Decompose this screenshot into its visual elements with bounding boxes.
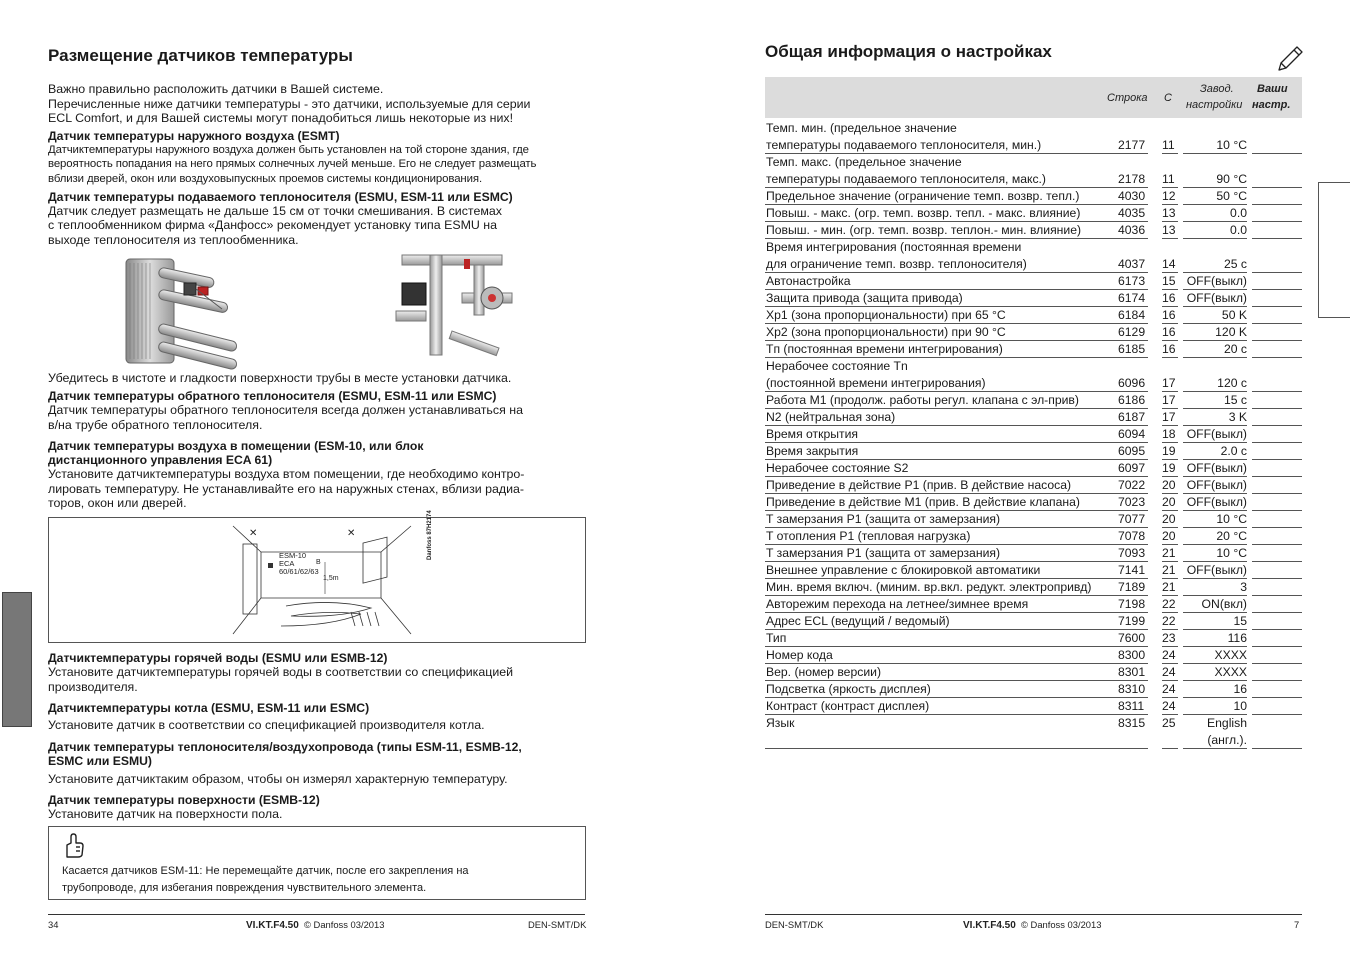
row-label: T отопления P1 (тепловая нагрузка) [766, 529, 971, 543]
footer-doc-right [963, 919, 1101, 931]
left-page [48, 46, 586, 900]
row-factory-value: ON(вкл) [1201, 597, 1247, 611]
text-line: лировать температуру. Не устанавливайте его на наружных стенах, вблизи радиа- [48, 481, 525, 496]
row-label: Время открытия [766, 427, 859, 441]
row-label: Контраст (контраст дисплея) [766, 699, 930, 713]
text-line: в/на трубе обратного теплоносителя. [48, 417, 263, 432]
text-line: производителя. [48, 679, 138, 694]
section-tab-right [1318, 182, 1350, 318]
right-page [765, 42, 1302, 62]
table-row [765, 715, 1302, 732]
table-row [765, 528, 1302, 545]
row-label: Повыш. - макс. (огр. темп. возвр. тепл. - макс. влияние) [766, 206, 1081, 220]
row-code: 4037 [1118, 257, 1146, 271]
row-factory-value: 10 °C [1216, 138, 1247, 152]
row-factory-value: 15 с [1223, 393, 1247, 407]
row-code: 6174 [1118, 291, 1146, 305]
row-factory-value: 50 °C [1216, 189, 1247, 203]
row-c: 21 [1162, 546, 1176, 560]
footer-doc-code: VI.KT.F4.50 [963, 920, 1016, 931]
row-label: Tп (постоянная времени интегрирования) [766, 342, 1003, 356]
header-factory-2: настройки [1186, 99, 1243, 111]
row-c: 16 [1162, 308, 1176, 322]
row-factory-value: English [1207, 716, 1247, 730]
table-row [765, 392, 1302, 409]
height-label: 1,5m [323, 574, 339, 582]
footer-doc-code: VI.KT.F4.50 [246, 920, 299, 931]
footer-rule-left [48, 914, 585, 915]
row-code: 6184 [1118, 308, 1146, 322]
table-row [765, 205, 1302, 222]
row-code: 8300 [1118, 648, 1146, 662]
row-underline [1183, 748, 1247, 749]
heading-boiler: Датчиктемпературы котла (ESMU, ESM-11 или ESMC) [48, 701, 370, 716]
note-text [62, 863, 469, 897]
row-c: 21 [1162, 563, 1176, 577]
heading-esmt: Датчик температуры наружного воздуха (ESMT) [48, 128, 340, 143]
table-row [765, 256, 1302, 273]
row-factory-value: XXXX [1214, 648, 1247, 662]
table-row [765, 154, 1302, 171]
table-row [765, 562, 1302, 579]
table-row [765, 698, 1302, 715]
row-c: 24 [1162, 648, 1176, 662]
row-code: 6187 [1118, 410, 1146, 424]
text-line: Датчиктемпературы наружного воздуха должен быть установлен на той стороне здания, где [48, 143, 529, 156]
row-label: Адрес ECL (ведущий / ведомый) [766, 614, 950, 628]
text-line: Датчик следует размещать не дальше 15 см от точки смешивания. В системах [48, 203, 502, 218]
table-row [765, 630, 1302, 647]
row-c: 14 [1162, 257, 1176, 271]
table-row [765, 613, 1302, 630]
heading-supply: Датчик температуры подаваемого теплоносителя (ESMU, ESM-11 или ESMC) [48, 189, 513, 204]
table-row [765, 358, 1302, 375]
pointing-hand-icon [63, 833, 85, 859]
settings-table-header [765, 77, 1302, 118]
row-label: Подсветка (яркость дисплея) [766, 682, 931, 696]
row-c: 24 [1162, 665, 1176, 679]
row-code: 4035 [1118, 206, 1146, 220]
row-label: Приведение в действие M1 (прив. В действие клапана) [766, 495, 1080, 509]
header-yours-1: Ваши [1257, 83, 1288, 95]
row-c: 13 [1162, 206, 1176, 220]
page-title-right: Общая информация о настройках [765, 42, 1052, 61]
clean-note: Убедитесь в чистоте и гладкости поверхности трубы в месте установки датчика. [48, 371, 512, 386]
text-line: выходе теплоносителя из теплообменника. [48, 232, 299, 247]
row-factory-value: OFF(выкл) [1186, 291, 1247, 305]
row-factory-value: OFF(выкл) [1186, 563, 1247, 577]
table-row [765, 596, 1302, 613]
row-label: для ограничение темп. возвр. теплоносителя) [766, 257, 1027, 271]
row-c: 13 [1162, 223, 1176, 237]
row-label: Вер. (номер версии) [766, 665, 882, 679]
row-label: T замерзания P1 (защита от замерзания) [766, 512, 1001, 526]
row-c: 16 [1162, 291, 1176, 305]
intro-line: Перечисленные ниже датчики температуры - это датчики, используемые для серии [48, 96, 531, 111]
row-label: температуры подаваемого теплоносителя, мин.) [766, 138, 1042, 152]
heading-surface: Датчик температуры поверхности (ESMB-12) [48, 793, 320, 808]
text-line: Датчик температуры обратного теплоносителя всегда должен устанавливаться на [48, 402, 523, 417]
row-code: 6097 [1118, 461, 1146, 475]
row-c: 18 [1162, 427, 1176, 441]
row-code: 7093 [1118, 546, 1146, 560]
row-label: температуры подаваемого теплоносителя, макс.) [766, 172, 1046, 186]
text-line: Установите датчик в соответствии со спецификацией производителя котла. [48, 718, 485, 733]
heading-dhw: Датчиктемпературы горячей воды (ESMU или ESMB-12) [48, 650, 388, 665]
row-code: 4036 [1118, 223, 1146, 237]
table-row [765, 732, 1302, 749]
page-title-left: Размещение датчиков температуры [48, 46, 353, 65]
row-label: N2 (нейтральная зона) [766, 410, 896, 424]
row-underline [1118, 748, 1148, 749]
row-code: 6129 [1118, 325, 1146, 339]
row-factory-value: OFF(выкл) [1186, 461, 1247, 475]
footer-code-left: DEN-SMT/DK [528, 919, 587, 930]
row-code: 8311 [1118, 699, 1145, 713]
row-factory-value: OFF(выкл) [1186, 495, 1247, 509]
intro-line: ECL Comfort, и для Вашей системы могут понадобиться лишь некоторые из них! [48, 111, 514, 126]
table-row [765, 664, 1302, 681]
row-label: Авторежим перехода на летнее/зимнее время [766, 597, 1029, 611]
row-code: 7078 [1118, 529, 1146, 543]
row-label: T замерзания P1 (защита от замерзания) [766, 546, 1001, 560]
row-label: Внешнее управление с блокировкой автоматики [766, 563, 1041, 577]
row-factory-value: 25 с [1223, 257, 1247, 271]
table-row [765, 188, 1302, 205]
row-c: 15 [1162, 274, 1176, 288]
row-label: Приведение в действие P1 (прив. В действие насоса) [766, 478, 1072, 492]
row-label: (постоянной времени интегрирования) [766, 376, 986, 390]
pencil-icon [1275, 44, 1305, 74]
heading-return: Датчик температуры обратного теплоносителя (ESMU, ESM-11 или ESMC) [48, 388, 497, 403]
row-factory-value: 20 с [1223, 342, 1247, 356]
row-code: 7077 [1118, 512, 1146, 526]
row-factory-value: 2.0 с [1220, 444, 1247, 458]
row-c: 19 [1162, 461, 1176, 475]
row-code: 7023 [1118, 495, 1146, 509]
heading-duct: Датчик температуры теплоносителя/воздухопровода (типы ESM-11, ESMB-12, [48, 739, 522, 754]
table-row [765, 579, 1302, 596]
row-c: 20 [1162, 495, 1176, 509]
row-label: Номер кода [766, 648, 833, 662]
row-label: Защита привода (защита привода) [766, 291, 963, 305]
row-code: 4030 [1118, 189, 1146, 203]
text-line: Установите датчиктемпературы воздуха втом помещении, где необходимо контро- [48, 467, 525, 482]
diagram-code: Danfoss 87H2174 [427, 510, 433, 560]
diagram-label: ESM-10 [279, 550, 307, 560]
note-line: трубопроводе, для избегания повреждения чувствительного элемента. [62, 881, 427, 894]
row-c: 21 [1162, 580, 1176, 594]
heading-room-cont: дистанционного управления ECA 61) [48, 453, 273, 468]
row-factory-value: 15 [1233, 614, 1247, 628]
header-line: Строка [1107, 92, 1148, 104]
page-number-left: 34 [48, 919, 59, 930]
table-row [765, 137, 1302, 154]
row-code: 8315 [1118, 716, 1146, 730]
page-number-right: 7 [1294, 919, 1300, 930]
row-c: 16 [1162, 342, 1176, 356]
table-row [765, 443, 1302, 460]
room-diagram-box [48, 510, 586, 643]
row-code: 8301 [1118, 665, 1146, 679]
row-c: 17 [1162, 376, 1176, 390]
row-underline [1162, 748, 1178, 749]
row-factory-value: OFF(выкл) [1186, 274, 1247, 288]
row-c: 23 [1162, 631, 1176, 645]
text-line: торов, окон или дверей. [48, 496, 187, 511]
row-factory-value: 120 с [1217, 376, 1247, 390]
row-c: 19 [1162, 444, 1176, 458]
table-row [765, 375, 1302, 392]
row-code: 7022 [1118, 478, 1146, 492]
row-code: 6096 [1118, 376, 1146, 390]
sensor-photos [48, 253, 586, 369]
text-line: Установите датчиктемпературы горячей воды в соответствии со спецификацией [48, 664, 514, 679]
row-c: 20 [1162, 512, 1176, 526]
row-label: Работа M1 (продолж. работы регул. клапана с эл-прив) [766, 393, 1079, 407]
table-row [765, 460, 1302, 477]
row-underline [1252, 748, 1302, 749]
row-code: 7600 [1118, 631, 1146, 645]
row-label: Язык [766, 716, 795, 730]
intro [48, 82, 586, 126]
row-factory-value: OFF(выкл) [1186, 427, 1247, 441]
text-line: вблизи дверей, окон или воздуховыпускных проемов системы кондиционирования. [48, 172, 483, 185]
row-label: Автонастройка [766, 274, 851, 288]
row-code: 6173 [1118, 274, 1146, 288]
footer-copyright: © Danfoss 03/2013 [304, 919, 385, 930]
row-label: Время интегрирования (постоянная времени [766, 240, 1022, 254]
row-factory-value: 10 [1233, 699, 1247, 713]
row-label: Время закрытия [766, 444, 859, 458]
row-factory-value: 50 K [1221, 308, 1247, 322]
row-c: 11 [1162, 172, 1175, 186]
table-row [765, 120, 1302, 137]
header-yours-2: настр. [1252, 99, 1291, 111]
row-c: 25 [1162, 716, 1176, 730]
heading-duct-cont: ESMC или ESMU) [48, 753, 152, 768]
table-row [765, 545, 1302, 562]
row-factory-value: 90 °C [1216, 172, 1247, 186]
text-line: с теплообменником фирма «Данфосс» рекомендует установку типа ESMU на [48, 218, 498, 233]
table-row [765, 239, 1302, 256]
row-label: Повыш. - мин. (огр. темп. возвр. теплон.- мин. влияние) [766, 223, 1082, 237]
row-c: 17 [1162, 410, 1176, 424]
row-label: Нерабочее состояние S2 [766, 461, 909, 475]
table-row [765, 426, 1302, 443]
row-label: Темп. мин. (предельное значение [766, 121, 957, 135]
section-tab-left [2, 592, 32, 727]
table-row [765, 647, 1302, 664]
row-code: 7198 [1118, 597, 1146, 611]
table-row [765, 477, 1302, 494]
row-c: 11 [1162, 138, 1175, 152]
row-label: Нерабочее состояние Tn [766, 359, 908, 373]
footer-code-right: DEN-SMT/DK [765, 919, 824, 930]
table-row [765, 290, 1302, 307]
cross-mark-icon: ✕ [249, 527, 258, 539]
row-label: Тип [766, 631, 787, 645]
row-factory-value: 10 °C [1216, 546, 1247, 560]
row-code: 2178 [1118, 172, 1146, 186]
row-c: 24 [1162, 682, 1176, 696]
row-factory-value: 16 [1233, 682, 1247, 696]
table-row [765, 171, 1302, 188]
row-code: 7199 [1118, 614, 1146, 628]
row-code: 8310 [1118, 682, 1146, 696]
text-line: вероятность попадания на него прямых солнечных лучей меньше. Его не следует размещать [48, 158, 537, 171]
footer-copyright: © Danfoss 03/2013 [1021, 919, 1102, 930]
row-factory-value: 0.0 [1230, 223, 1247, 237]
row-factory-value: XXXX [1214, 665, 1247, 679]
footer-rule-right [765, 914, 1302, 915]
row-c: 12 [1162, 189, 1176, 203]
row-c: 17 [1162, 393, 1176, 407]
row-c: 20 [1162, 478, 1176, 492]
note-box [48, 826, 586, 900]
row-code: 6186 [1118, 393, 1146, 407]
text-line: Установите датчик на поверхности пола. [48, 807, 283, 822]
row-label: Темп. макс. (предельное значение [766, 155, 962, 169]
row-factory-value: 120 K [1215, 325, 1247, 339]
row-label: Xp2 (зона пропорциональности) при 90 °C [766, 325, 1006, 339]
settings-table [765, 120, 1302, 749]
text-line: Установите датчиктаким образом, чтобы он измерял характерную температуру. [48, 771, 508, 786]
table-row [765, 494, 1302, 511]
table-row [765, 511, 1302, 528]
heat-exchanger-illustration [122, 253, 252, 369]
row-code: 6185 [1118, 342, 1146, 356]
room-diagram [231, 510, 433, 638]
row-factory-value: OFF(выкл) [1186, 478, 1247, 492]
row-code: 7141 [1118, 563, 1146, 577]
diagram-label: ECA [279, 558, 295, 568]
diagram-mark: B [316, 558, 321, 566]
intro-line: Важно правильно расположить датчики в Вашей системе. [48, 82, 384, 96]
footer-doc-left [246, 919, 384, 931]
row-code: 2177 [1118, 138, 1146, 152]
table-row [765, 222, 1302, 239]
row-label: Xp1 (зона пропорциональности) при 65 °C [766, 308, 1006, 322]
row-code: 6094 [1118, 427, 1146, 441]
pipe-valve-illustration [392, 253, 512, 357]
row-factory-value: 0.0 [1230, 206, 1247, 220]
row-code: 6095 [1118, 444, 1146, 458]
table-row [765, 681, 1302, 698]
row-factory-value: (англ.). [1207, 733, 1247, 747]
row-factory-value: 10 °C [1216, 512, 1247, 526]
header-factory-1: Завод. [1200, 83, 1234, 95]
row-underline [765, 748, 1118, 749]
row-c: 22 [1162, 614, 1176, 628]
heading-room: Датчик температуры воздуха в помещении (ESM-10, или блок [48, 439, 424, 454]
row-label: Мин. время включ. (миним. вр.вкл. редукт. электропривд) [766, 580, 1092, 594]
row-code: 7189 [1118, 580, 1146, 594]
row-factory-value: 3 K [1228, 410, 1247, 424]
row-c: 24 [1162, 699, 1176, 713]
diagram-label: 60/61/62/63 [279, 566, 319, 576]
header-c: С [1164, 92, 1172, 104]
row-factory-value: 20 °C [1216, 529, 1247, 543]
table-row [765, 273, 1302, 290]
table-row [765, 324, 1302, 341]
row-factory-value: 3 [1240, 580, 1247, 594]
row-c: 22 [1162, 597, 1176, 611]
note-line: Касается датчиков ESM-11: Не перемещайте датчик, после его закрепления на [62, 864, 469, 877]
cross-mark-icon: ✕ [347, 527, 356, 539]
row-factory-value: 116 [1227, 631, 1247, 645]
table-row [765, 341, 1302, 358]
table-row [765, 307, 1302, 324]
row-c: 20 [1162, 529, 1176, 543]
table-row [765, 409, 1302, 426]
row-label: Предельное значение (ограничение темп. возвр. тепл.) [766, 189, 1080, 203]
row-c: 16 [1162, 325, 1176, 339]
